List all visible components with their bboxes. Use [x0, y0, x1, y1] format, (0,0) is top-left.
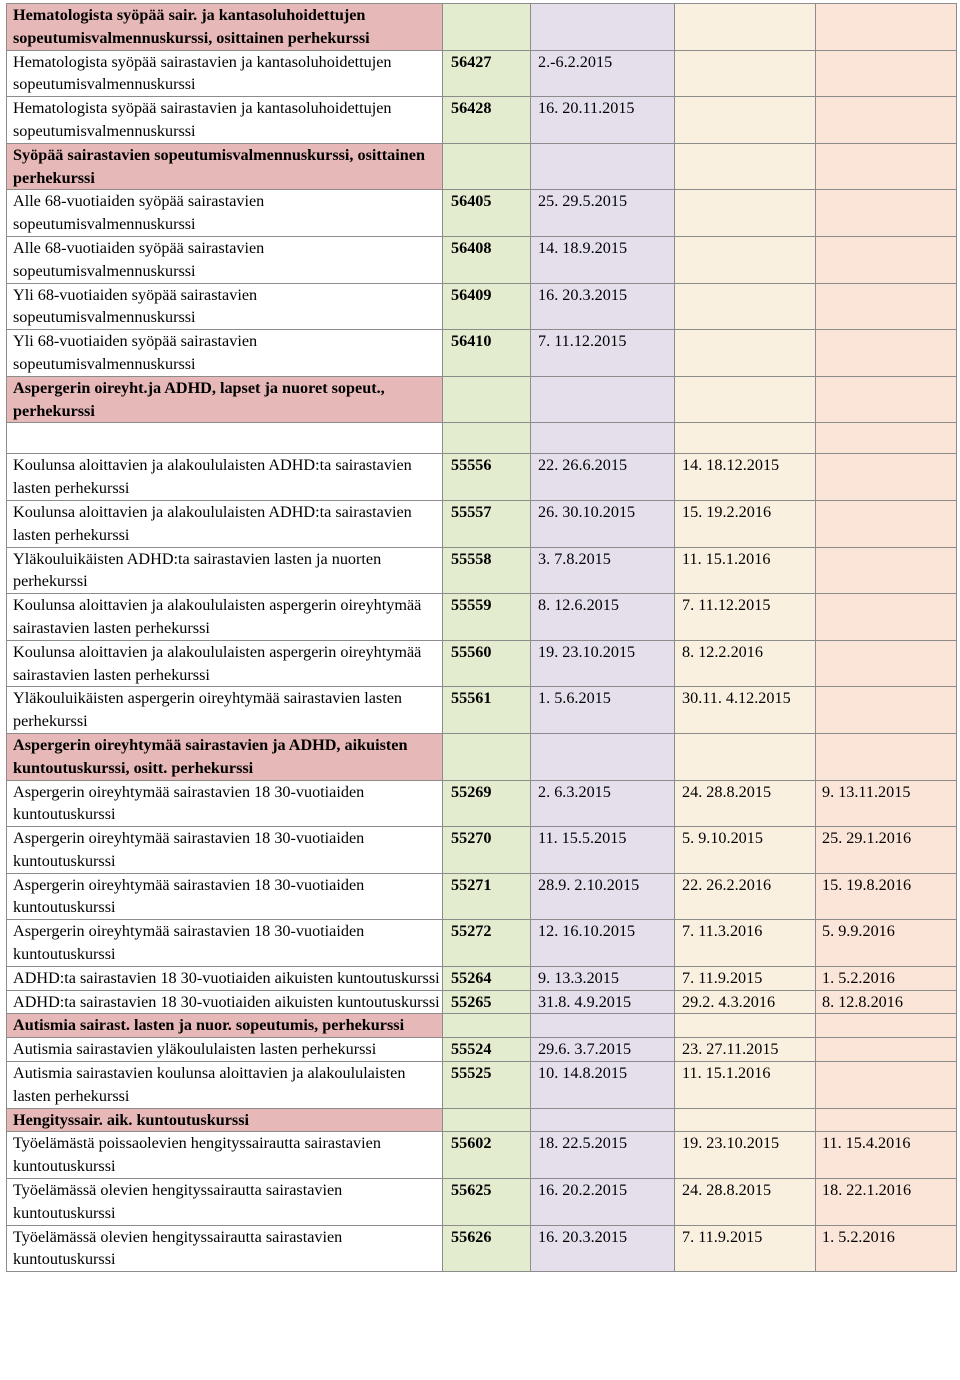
date-2-cell [675, 423, 816, 454]
date-1-cell: 18. 22.5.2015 [531, 1132, 675, 1179]
date-2-cell: 7. 11.9.2015 [675, 966, 816, 990]
date-2-cell [675, 190, 816, 237]
course-number-cell: 55269 [443, 780, 531, 827]
table-row [7, 920, 957, 967]
date-3-cell [816, 236, 957, 283]
date-3-cell: 8. 12.8.2016 [816, 990, 957, 1014]
course-name-cell: Yli 68-vuotiaiden syöpää sairastavien sopeutumisvalmennuskurssi [7, 330, 443, 377]
course-name-cell: Työelämässä olevien hengityssairautta sairastavien kuntoutuskurssi [7, 1225, 443, 1272]
course-number-cell [443, 143, 531, 190]
course-number-cell: 55602 [443, 1132, 531, 1179]
date-2-cell [675, 330, 816, 377]
date-3-cell [816, 97, 957, 144]
course-name-cell: ADHD:ta sairastavien 18 30-vuotiaiden aikuisten kuntoutuskurssi [7, 966, 443, 990]
date-2-cell [675, 143, 816, 190]
table-row [7, 780, 957, 827]
table-row [7, 190, 957, 237]
course-name-cell: Autismia sairastavien yläkoululaisten lasten perhekurssi [7, 1038, 443, 1062]
date-1-cell: 12. 16.10.2015 [531, 920, 675, 967]
date-3-cell [816, 687, 957, 734]
course-number-cell: 55561 [443, 687, 531, 734]
course-number-cell: 55626 [443, 1225, 531, 1272]
date-3-cell [816, 143, 957, 190]
date-3-cell [816, 50, 957, 97]
course-name-cell: Aspergerin oireyhtymää sairastavien 18 30-vuotiaiden kuntoutuskurssi [7, 873, 443, 920]
table-row [7, 966, 957, 990]
date-2-cell: 15. 19.2.2016 [675, 500, 816, 547]
category-header-row [7, 376, 957, 423]
course-number-cell: 55270 [443, 827, 531, 874]
date-1-cell [531, 1014, 675, 1038]
course-name-cell: ADHD:ta sairastavien 18 30-vuotiaiden aikuisten kuntoutuskurssi [7, 990, 443, 1014]
course-name-cell: Aspergerin oireyhtymää sairastavien ja ADHD, aikuisten kuntoutuskurssi, ositt. perhekurssi [7, 733, 443, 780]
date-1-cell: 2.-6.2.2015 [531, 50, 675, 97]
date-3-cell [816, 330, 957, 377]
date-2-cell: 24. 28.8.2015 [675, 780, 816, 827]
date-3-cell [816, 1038, 957, 1062]
category-header-row [7, 4, 957, 51]
course-name-cell: Alle 68-vuotiaiden syöpää sairastavien sopeutumisvalmennuskurssi [7, 236, 443, 283]
table-row [7, 687, 957, 734]
date-1-cell: 19. 23.10.2015 [531, 640, 675, 687]
date-2-cell [675, 236, 816, 283]
course-number-cell: 55556 [443, 454, 531, 501]
date-3-cell: 1. 5.2.2016 [816, 1225, 957, 1272]
course-name-cell: Yli 68-vuotiaiden syöpää sairastavien sopeutumisvalmennuskurssi [7, 283, 443, 330]
course-name-cell: Yläkouluikäisten ADHD:ta sairastavien lasten ja nuorten perhekurssi [7, 547, 443, 594]
course-name-cell: Hematologista syöpää sair. ja kantasoluhoidettujen sopeutumisvalmennuskurssi, osittainen perhekurssi [7, 4, 443, 51]
date-2-cell: 14. 18.12.2015 [675, 454, 816, 501]
date-1-cell: 1. 5.6.2015 [531, 687, 675, 734]
date-1-cell: 16. 20.3.2015 [531, 1225, 675, 1272]
date-3-cell [816, 733, 957, 780]
table-row [7, 827, 957, 874]
date-1-cell: 9. 13.3.2015 [531, 966, 675, 990]
date-2-cell [675, 97, 816, 144]
table-row [7, 1132, 957, 1179]
course-number-cell: 55560 [443, 640, 531, 687]
course-number-cell: 56408 [443, 236, 531, 283]
course-number-cell: 55559 [443, 594, 531, 641]
table-row [7, 1179, 957, 1226]
course-number-cell: 56405 [443, 190, 531, 237]
date-1-cell: 7. 11.12.2015 [531, 330, 675, 377]
date-1-cell: 10. 14.8.2015 [531, 1062, 675, 1109]
date-1-cell [531, 143, 675, 190]
course-name-cell: Autismia sairast. lasten ja nuor. sopeutumis, perhekurssi [7, 1014, 443, 1038]
date-1-cell: 2. 6.3.2015 [531, 780, 675, 827]
date-2-cell: 7. 11.3.2016 [675, 920, 816, 967]
date-2-cell [675, 50, 816, 97]
date-3-cell [816, 190, 957, 237]
date-3-cell [816, 640, 957, 687]
course-number-cell [443, 733, 531, 780]
category-header-row [7, 1108, 957, 1132]
course-number-cell: 55558 [443, 547, 531, 594]
date-1-cell: 26. 30.10.2015 [531, 500, 675, 547]
date-1-cell: 29.6. 3.7.2015 [531, 1038, 675, 1062]
course-number-cell: 55625 [443, 1179, 531, 1226]
date-2-cell: 19. 23.10.2015 [675, 1132, 816, 1179]
date-2-cell [675, 1108, 816, 1132]
course-number-cell: 55524 [443, 1038, 531, 1062]
date-2-cell: 29.2. 4.3.2016 [675, 990, 816, 1014]
date-3-cell: 18. 22.1.2016 [816, 1179, 957, 1226]
course-name-cell: Autismia sairastavien koulunsa aloittavien ja alakoululaisten lasten perhekurssi [7, 1062, 443, 1109]
table-row [7, 283, 957, 330]
table-row [7, 500, 957, 547]
table-row [7, 873, 957, 920]
table-row [7, 1062, 957, 1109]
course-number-cell [443, 4, 531, 51]
date-2-cell [675, 1014, 816, 1038]
course-number-cell [443, 376, 531, 423]
table-row [7, 594, 957, 641]
course-number-cell [443, 1014, 531, 1038]
date-2-cell: 7. 11.12.2015 [675, 594, 816, 641]
date-2-cell: 24. 28.8.2015 [675, 1179, 816, 1226]
date-1-cell: 3. 7.8.2015 [531, 547, 675, 594]
date-3-cell: 11. 15.4.2016 [816, 1132, 957, 1179]
table-row [7, 547, 957, 594]
date-3-cell [816, 594, 957, 641]
date-1-cell: 16. 20.11.2015 [531, 97, 675, 144]
course-name-cell: Koulunsa aloittavien ja alakoululaisten ADHD:ta sairastavien lasten perhekurssi [7, 454, 443, 501]
date-3-cell [816, 1108, 957, 1132]
course-schedule-table [6, 3, 957, 1272]
course-number-cell [443, 1108, 531, 1132]
course-name-cell: Koulunsa aloittavien ja alakoululaisten aspergerin oireyhtymää sairastavien lasten perhekurssi [7, 594, 443, 641]
date-2-cell [675, 733, 816, 780]
course-name-cell: Aspergerin oireyht.ja ADHD, lapset ja nuoret sopeut., perhekurssi [7, 376, 443, 423]
table-row [7, 1225, 957, 1272]
date-3-cell: 9. 13.11.2015 [816, 780, 957, 827]
category-header-row [7, 143, 957, 190]
date-1-cell: 16. 20.2.2015 [531, 1179, 675, 1226]
course-name-cell: Aspergerin oireyhtymää sairastavien 18 30-vuotiaiden kuntoutuskurssi [7, 920, 443, 967]
date-2-cell: 11. 15.1.2016 [675, 547, 816, 594]
date-3-cell: 15. 19.8.2016 [816, 873, 957, 920]
date-2-cell [675, 283, 816, 330]
date-1-cell [531, 423, 675, 454]
date-3-cell [816, 500, 957, 547]
date-1-cell [531, 4, 675, 51]
course-number-cell: 55272 [443, 920, 531, 967]
date-3-cell: 5. 9.9.2016 [816, 920, 957, 967]
spacer-row [7, 423, 957, 454]
category-header-row [7, 1014, 957, 1038]
course-number-cell: 56410 [443, 330, 531, 377]
date-1-cell: 14. 18.9.2015 [531, 236, 675, 283]
category-header-row [7, 733, 957, 780]
date-1-cell: 31.8. 4.9.2015 [531, 990, 675, 1014]
date-3-cell [816, 1014, 957, 1038]
date-3-cell [816, 376, 957, 423]
course-name-cell: Työelämässä olevien hengityssairautta sairastavien kuntoutuskurssi [7, 1179, 443, 1226]
course-number-cell: 56428 [443, 97, 531, 144]
course-name-cell: Aspergerin oireyhtymää sairastavien 18 30-vuotiaiden kuntoutuskurssi [7, 827, 443, 874]
date-2-cell: 7. 11.9.2015 [675, 1225, 816, 1272]
date-2-cell: 8. 12.2.2016 [675, 640, 816, 687]
date-1-cell [531, 733, 675, 780]
date-3-cell [816, 423, 957, 454]
course-number-cell: 55525 [443, 1062, 531, 1109]
course-number-cell: 55265 [443, 990, 531, 1014]
course-number-cell [443, 423, 531, 454]
date-1-cell: 16. 20.3.2015 [531, 283, 675, 330]
date-1-cell: 28.9. 2.10.2015 [531, 873, 675, 920]
course-name-cell: Hengityssair. aik. kuntoutuskurssi [7, 1108, 443, 1132]
date-1-cell: 22. 26.6.2015 [531, 454, 675, 501]
course-number-cell: 56409 [443, 283, 531, 330]
course-name-cell: Hematologista syöpää sairastavien ja kantasoluhoidettujen sopeutumisvalmennuskurssi [7, 97, 443, 144]
date-3-cell [816, 454, 957, 501]
course-number-cell: 56427 [443, 50, 531, 97]
date-3-cell [816, 4, 957, 51]
date-2-cell [675, 376, 816, 423]
date-2-cell: 30.11. 4.12.2015 [675, 687, 816, 734]
table-row [7, 454, 957, 501]
table-row [7, 330, 957, 377]
course-number-cell: 55557 [443, 500, 531, 547]
table-row [7, 97, 957, 144]
date-3-cell [816, 283, 957, 330]
date-1-cell [531, 376, 675, 423]
course-name-cell: Alle 68-vuotiaiden syöpää sairastavien sopeutumisvalmennuskurssi [7, 190, 443, 237]
date-1-cell [531, 1108, 675, 1132]
date-1-cell: 8. 12.6.2015 [531, 594, 675, 641]
date-2-cell: 5. 9.10.2015 [675, 827, 816, 874]
date-3-cell [816, 1062, 957, 1109]
date-3-cell: 1. 5.2.2016 [816, 966, 957, 990]
course-number-cell: 55264 [443, 966, 531, 990]
course-name-cell [7, 423, 443, 454]
course-name-cell: Hematologista syöpää sairastavien ja kantasoluhoidettujen sopeutumisvalmennuskurssi [7, 50, 443, 97]
course-number-cell: 55271 [443, 873, 531, 920]
table-row [7, 236, 957, 283]
course-name-cell: Yläkouluikäisten aspergerin oireyhtymää sairastavien lasten perhekurssi [7, 687, 443, 734]
course-name-cell: Koulunsa aloittavien ja alakoululaisten ADHD:ta sairastavien lasten perhekurssi [7, 500, 443, 547]
table-row [7, 1038, 957, 1062]
date-2-cell: 23. 27.11.2015 [675, 1038, 816, 1062]
table-row [7, 640, 957, 687]
date-3-cell: 25. 29.1.2016 [816, 827, 957, 874]
date-2-cell [675, 4, 816, 51]
date-1-cell: 11. 15.5.2015 [531, 827, 675, 874]
course-name-cell: Aspergerin oireyhtymää sairastavien 18 30-vuotiaiden kuntoutuskurssi [7, 780, 443, 827]
course-name-cell: Koulunsa aloittavien ja alakoululaisten aspergerin oireyhtymää sairastavien lasten perhekurssi [7, 640, 443, 687]
date-2-cell: 11. 15.1.2016 [675, 1062, 816, 1109]
date-2-cell: 22. 26.2.2016 [675, 873, 816, 920]
course-name-cell: Syöpää sairastavien sopeutumisvalmennuskurssi, osittainen perhekurssi [7, 143, 443, 190]
course-name-cell: Työelämästä poissaolevien hengityssairautta sairastavien kuntoutuskurssi [7, 1132, 443, 1179]
date-3-cell [816, 547, 957, 594]
table-row [7, 990, 957, 1014]
date-1-cell: 25. 29.5.2015 [531, 190, 675, 237]
table-row [7, 50, 957, 97]
